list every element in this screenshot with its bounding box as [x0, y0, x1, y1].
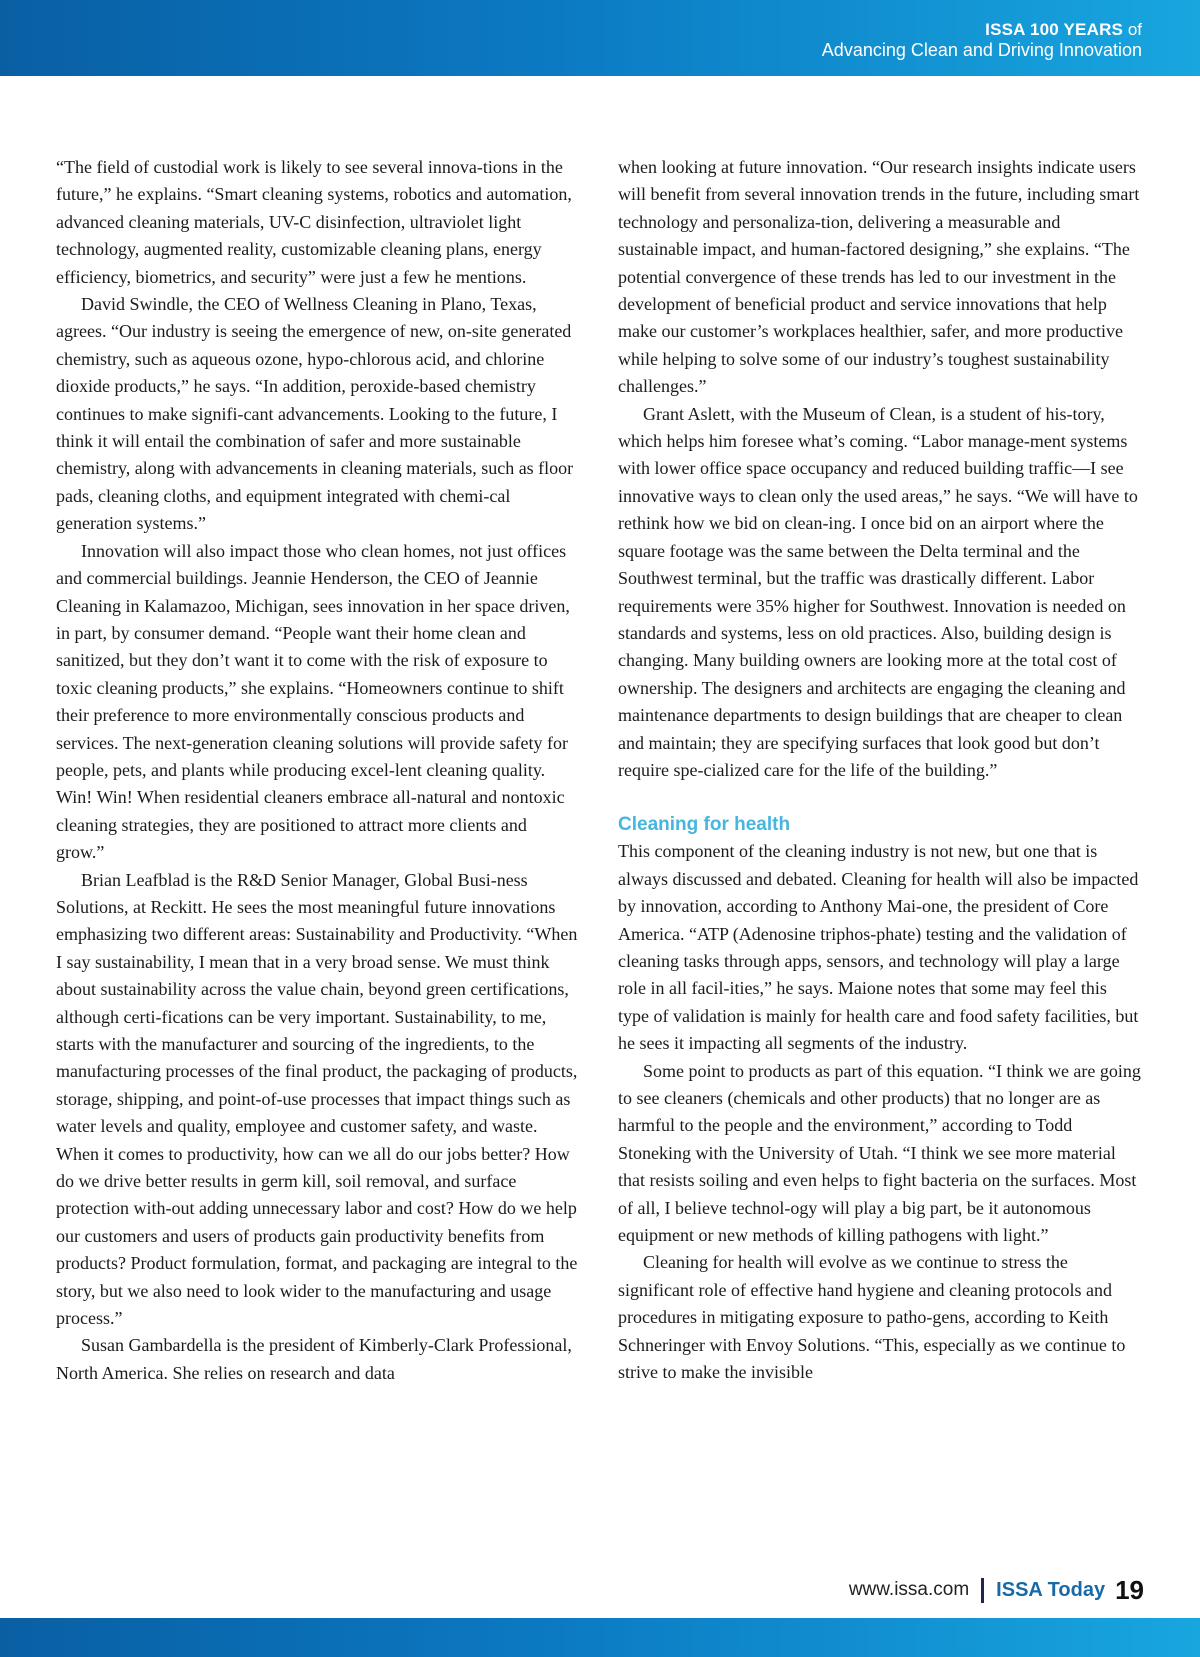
footer-url: www.issa.com: [848, 1579, 970, 1600]
paragraph-henderson: Innovation will also impact those who clean homes, not just offices and commercial buildings. Jeannie Henderson, the CEO of Jeannie Cleaning in Kalamazoo, Michigan, sees innovation in her space driven, in part, by consumer demand. “People want their home clean and sanitized, but they don’t want it to come with the risk of exposure to toxic cleaning products,” she explains. “Homeowners continue to shift their preference to more environmentally conscious products and services. The next-generation cleaning solutions will provide safety for people, pets, and plants while producing excel-lent cleaning quality. Win! Win! When residential cleaners embrace all-natural and nontoxic cleaning strategies, they are positioned to attract more clients and grow.”: [56, 540, 570, 863]
paragraph-continuation: when looking at future innovation. “Our research insights indicate users will benefit from several innovation trends in the future, including smart technology and personaliza-tion, delivering a measurable and sustainable impact, and human-factored designing,” she explains. “The potential convergence of these trends has led to our investment in the development of beneficial product and service innovations that help make our customer’s workplaces healthier, safer, and more productive while helping to solve some of our industry’s toughest sustainability challenges.”: [618, 157, 1140, 397]
running-header-tagline: Advancing Clean and Driving Innovation: [821, 40, 1142, 60]
brand-suffix: of: [1123, 20, 1142, 39]
page-footer: [849, 1573, 1144, 1607]
article-body: [56, 154, 1142, 1387]
paragraph-aslett: Grant Aslett, with the Museum of Clean, is a student of his-tory, which helps him foresee what’s coming. “Labor manage-ment systems with lower office space occupancy and reduced building traffic—I see innovative ways to clean only the used areas,” he says. “We will have to rethink how we bid on clean-ing. I once bid on an airport where the square footage was the same between the Delta terminal and the Southwest terminal, but the traffic was drastically different. Labor requirements were 35% higher for Southwest. Innovation is needed on standards and systems, less on old practices. Also, building design is changing. Many building owners are looking more at the total cost of ownership. The designers and architects are engaging the cleaning and maintenance departments to design buildings that are cheaper to clean and maintain; they are specifying surfaces that look good but don’t require spe-cialized care for the life of the building.”: [618, 403, 1138, 780]
section-heading: Cleaning for health: [618, 814, 791, 836]
footer-band: [0, 1618, 1200, 1657]
left-column: [56, 154, 578, 1387]
paragraph-schneringer: Cleaning for health will evolve as we continue to stress the significant role of effective hand hygiene and cleaning protocols and procedures in mitigating exposure to patho-gens, according to Keith Schneringer with Envoy Solutions. “This, especially as we continue to strive to make the invisible: [618, 1252, 1126, 1383]
page-number: 19: [1115, 1574, 1144, 1605]
running-header-brand: [822, 20, 1142, 40]
paragraph-swindle: David Swindle, the CEO of Wellness Cleaning in Plano, Texas, agrees. “Our industry is seeing the emergence of new, on-site generated chemistry, such as aqueous ozone, hypo-chlorous acid, and chlorine dioxide products,” he says. “In addition, peroxide-based chemistry continues to make signifi-cant advancements. Looking to the future, I think it will entail the combination of safer and more sustainable chemistry, along with advancements in cleaning materials, such as floor pads, cleaning cloths, and equipment integrated with chemi-cal generation systems.”: [56, 294, 574, 534]
paragraph-stoneking: Some point to products as part of this equation. “I think we are going to see cleaners (chemicals and other products) that no longer are as harmful to the people and the environment,” according to Todd Stoneking with the University of Utah. “I think we see more material that resists soiling and even helps to fight bacteria on the surfaces. Most of all, I believe technol-ogy will play a big part, be it autonomous equipment or new methods of killing pathogens with light.”: [618, 1060, 1141, 1246]
footer-divider: [981, 1578, 984, 1603]
brand-strong: ISSA 100 YEARS: [985, 20, 1124, 39]
paragraph-gambardella: Susan Gambardella is the president of Kimberly-Clark Professional, North America. She relies on research and data: [56, 1335, 572, 1383]
paragraph-maione: This component of the cleaning industry is not new, but one that is always discussed and debated. Cleaning for health will also be impacted by innovation, according to Anthony Mai-one, the president of Core America. “ATP (Adenosine triphos-phate) testing and the validation of cleaning tasks through apps, sensors, and technology will play a large role in all facil-ities,” he says. Maione notes that some may feel this type of validation is mainly for health care and food safety facilities, but he sees it impacting all segments of the industry.: [618, 841, 1139, 1054]
footer-magazine-name: ISSA Today: [996, 1578, 1106, 1601]
paragraph-leafblad: Brian Leafblad is the R&D Senior Manager, Global Busi-ness Solutions, at Reckitt. He sees the most meaningful future innovations emphasizing two different areas: Sustainability and Productivity. “When I say sustainability, I mean that in a very broad sense. We must think about sustainability across the value chain, beyond green certifications, although certi-fications can be very important. Sustainability, to me, starts with the manufacturer and sourcing of the ingredients, to the manufacturing processes of the final product, the packaging of products, storage, shipping, and point-of-use processes that impact things such as water levels and quality, employee and customer safety, and waste. When it comes to productivity, how can we all do our jobs better? How do we drive better results in germ kill, soil removal, and surface protection with-out adding unnecessary labor and cost? How do we help our customers and users of products gain productivity benefits from products? Product formulation, format, and packaging are integral to the story, but we also need to look wider to the manufacturing and usage process.”: [56, 869, 578, 1329]
header-band: [0, 0, 1200, 76]
right-column: [618, 154, 1142, 1387]
running-header: [822, 20, 1142, 60]
paragraph-custodial: “The field of custodial work is likely to see several innova-tions in the future,” he explains. “Smart cleaning systems, robotics and automation, advanced cleaning materials, UV-C disinfection, ultraviolet light technology, augmented reality, customizable cleaning plans, energy efficiency, biometrics, and security” were just a few he mentions.: [56, 157, 572, 287]
